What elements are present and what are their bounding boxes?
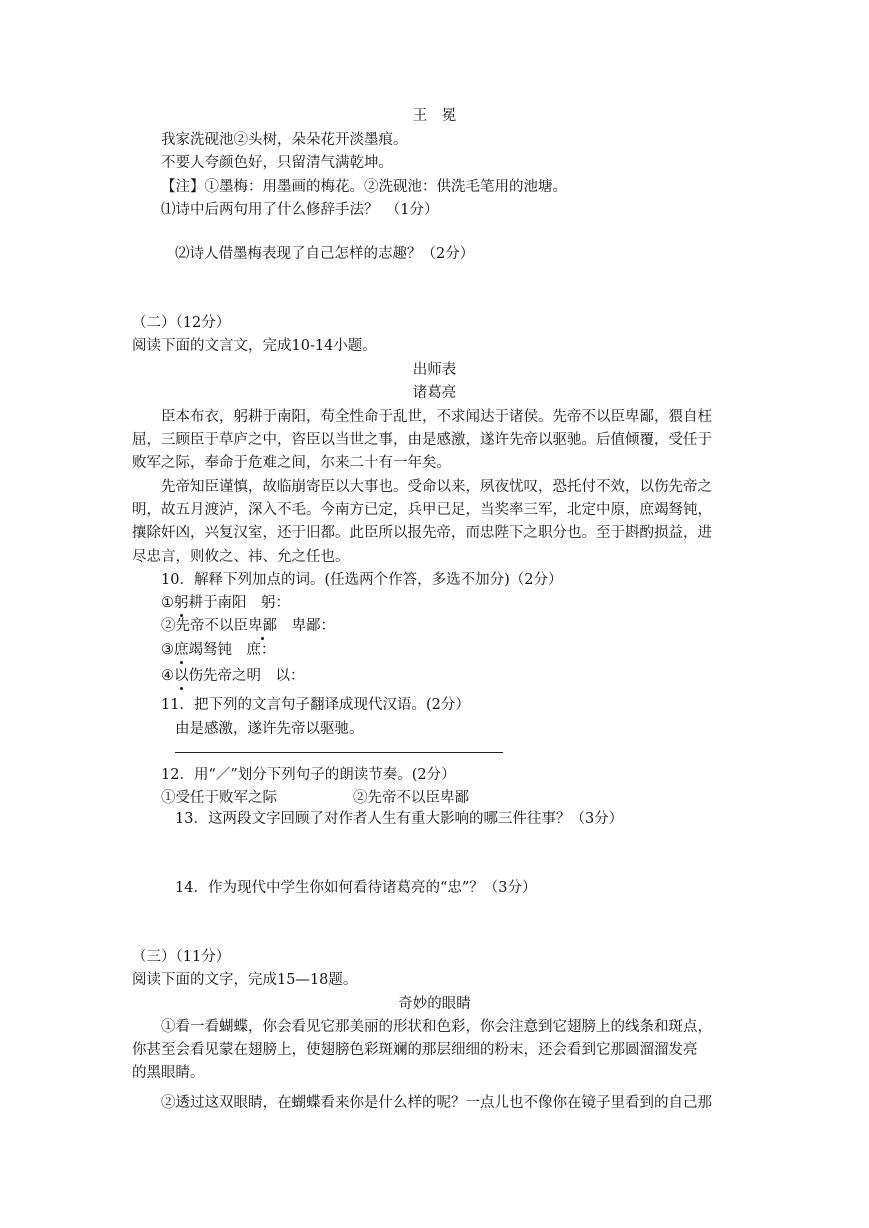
question-12-item-a: ①受任于败军之际 bbox=[161, 790, 277, 806]
poem-question-1: ⑴诗中后两句用了什么修辞手法？ （1分） bbox=[161, 202, 439, 218]
question-10-item bbox=[161, 593, 290, 613]
section-3-heading: （三）（11分） bbox=[132, 949, 231, 965]
essay-para-2-line: 攘除奸凶，兴复汉室，还于旧都。此臣所以报先帝，而忠陛下之职分也。至于斟酌损益，进 bbox=[132, 525, 712, 541]
question-10-item bbox=[161, 640, 276, 660]
dotted-word: 以 bbox=[174, 668, 189, 684]
dotted-word: 卑鄙 bbox=[248, 618, 277, 634]
item-suffix: 卑鄙： bbox=[277, 618, 335, 634]
item-suffix: 耕于南阳 躬： bbox=[188, 595, 290, 611]
item-suffix: 伤先帝之明 以： bbox=[188, 668, 305, 684]
question-12: 12．用“／”划分下列句子的朗读节奏。(2分） bbox=[161, 767, 456, 783]
item-prefix: ③ bbox=[161, 642, 174, 658]
section-2-heading: （二）（12分） bbox=[132, 315, 231, 331]
question-11: 11．把下列的文言句子翻译成现代汉语。(2分） bbox=[161, 697, 470, 713]
question-10-item bbox=[161, 666, 305, 686]
dotted-word: 庶 bbox=[174, 642, 189, 658]
item-prefix: ②先帝不以臣 bbox=[161, 618, 248, 634]
poem-line-1: 我家洗砚池②头树，朵朵花开淡墨痕。 bbox=[161, 132, 408, 148]
essay-title: 出师表 bbox=[412, 362, 457, 378]
item-prefix: ④ bbox=[161, 668, 174, 684]
question-11-sentence: 由是感激，遂许先帝以驱驰。 bbox=[175, 721, 364, 737]
essay-para-1-line: 臣本布衣，躬耕于南阳，苟全性命于乱世，不求闻达于诸侯。先帝不以臣卑鄙，猥自枉 bbox=[161, 409, 712, 425]
answer-line bbox=[175, 752, 503, 753]
question-10: 10．解释下列加点的词。(任选两个作答，多选不加分)（2分） bbox=[161, 572, 563, 588]
article-para-1-line: 你甚至会看见蒙在翅膀上，使翅膀色彩斑斓的那层细细的粉末，还会看到它那圆溜溜发亮 bbox=[132, 1042, 698, 1058]
item-prefix: ① bbox=[161, 595, 174, 611]
question-14: 14．作为现代中学生你如何看待诸葛亮的“忠”？（3分） bbox=[175, 880, 537, 896]
section-3-instruction: 阅读下面的文字，完成15—18题。 bbox=[132, 972, 358, 988]
essay-para-2-line: 明，故五月渡泸，深入不毛。今南方已定，兵甲已足，当奖率三军，北定中原，庶竭驽钝， bbox=[132, 502, 712, 518]
essay-para-1-line: 败军之际，奉命于危难之间，尔来二十有一年矣。 bbox=[132, 455, 451, 471]
section-2-instruction: 阅读下面的文言文，完成10-14小题。 bbox=[132, 338, 377, 354]
question-13: 13．这两段文字回顾了对作者人生有重大影响的哪三件往事？（3分） bbox=[175, 811, 624, 827]
article-para-1-line: ①看一看蝴蝶，你会看见它那美丽的形状和色彩，你会注意到它翅膀上的线条和斑点， bbox=[161, 1019, 712, 1035]
essay-para-1-line: 屈，三顾臣于草庐之中，咨臣以当世之事，由是感激，遂许先帝以驱驰。后值倾覆，受任于 bbox=[132, 432, 712, 448]
dotted-word: 躬 bbox=[174, 595, 189, 611]
poem-line-2: 不要人夸颜色好，只留清气满乾坤。 bbox=[161, 155, 393, 171]
article-title: 奇妙的眼睛 bbox=[398, 996, 471, 1012]
question-12-item-b: ②先帝不以臣卑鄙 bbox=[353, 790, 469, 806]
question-10-item bbox=[161, 616, 335, 636]
essay-para-2-line: 先帝知臣谨慎，故临崩寄臣以大事也。受命以来，夙夜忧叹，恐托付不效，以伤先帝之 bbox=[161, 479, 712, 495]
poem-author: 王 冕 bbox=[412, 108, 457, 124]
essay-para-2-line: 尽忠言，则攸之、祎、允之任也。 bbox=[132, 549, 350, 565]
article-para-1-line: 的黑眼睛。 bbox=[132, 1065, 205, 1081]
poem-question-2: ⑵诗人借墨梅表现了自己怎样的志趣？（2分） bbox=[175, 246, 475, 262]
item-suffix: 竭驽钝 庶： bbox=[188, 642, 276, 658]
article-para-2-line: ②透过这双眼睛，在蝴蝶看来你是什么样的呢？一点儿也不像你在镜子里看到的自己那 bbox=[161, 1095, 712, 1111]
poem-note: 【注】①墨梅：用墨画的梅花。②洗砚池：供洗毛笔用的池塘。 bbox=[161, 179, 567, 195]
essay-author: 诸葛亮 bbox=[412, 385, 457, 401]
